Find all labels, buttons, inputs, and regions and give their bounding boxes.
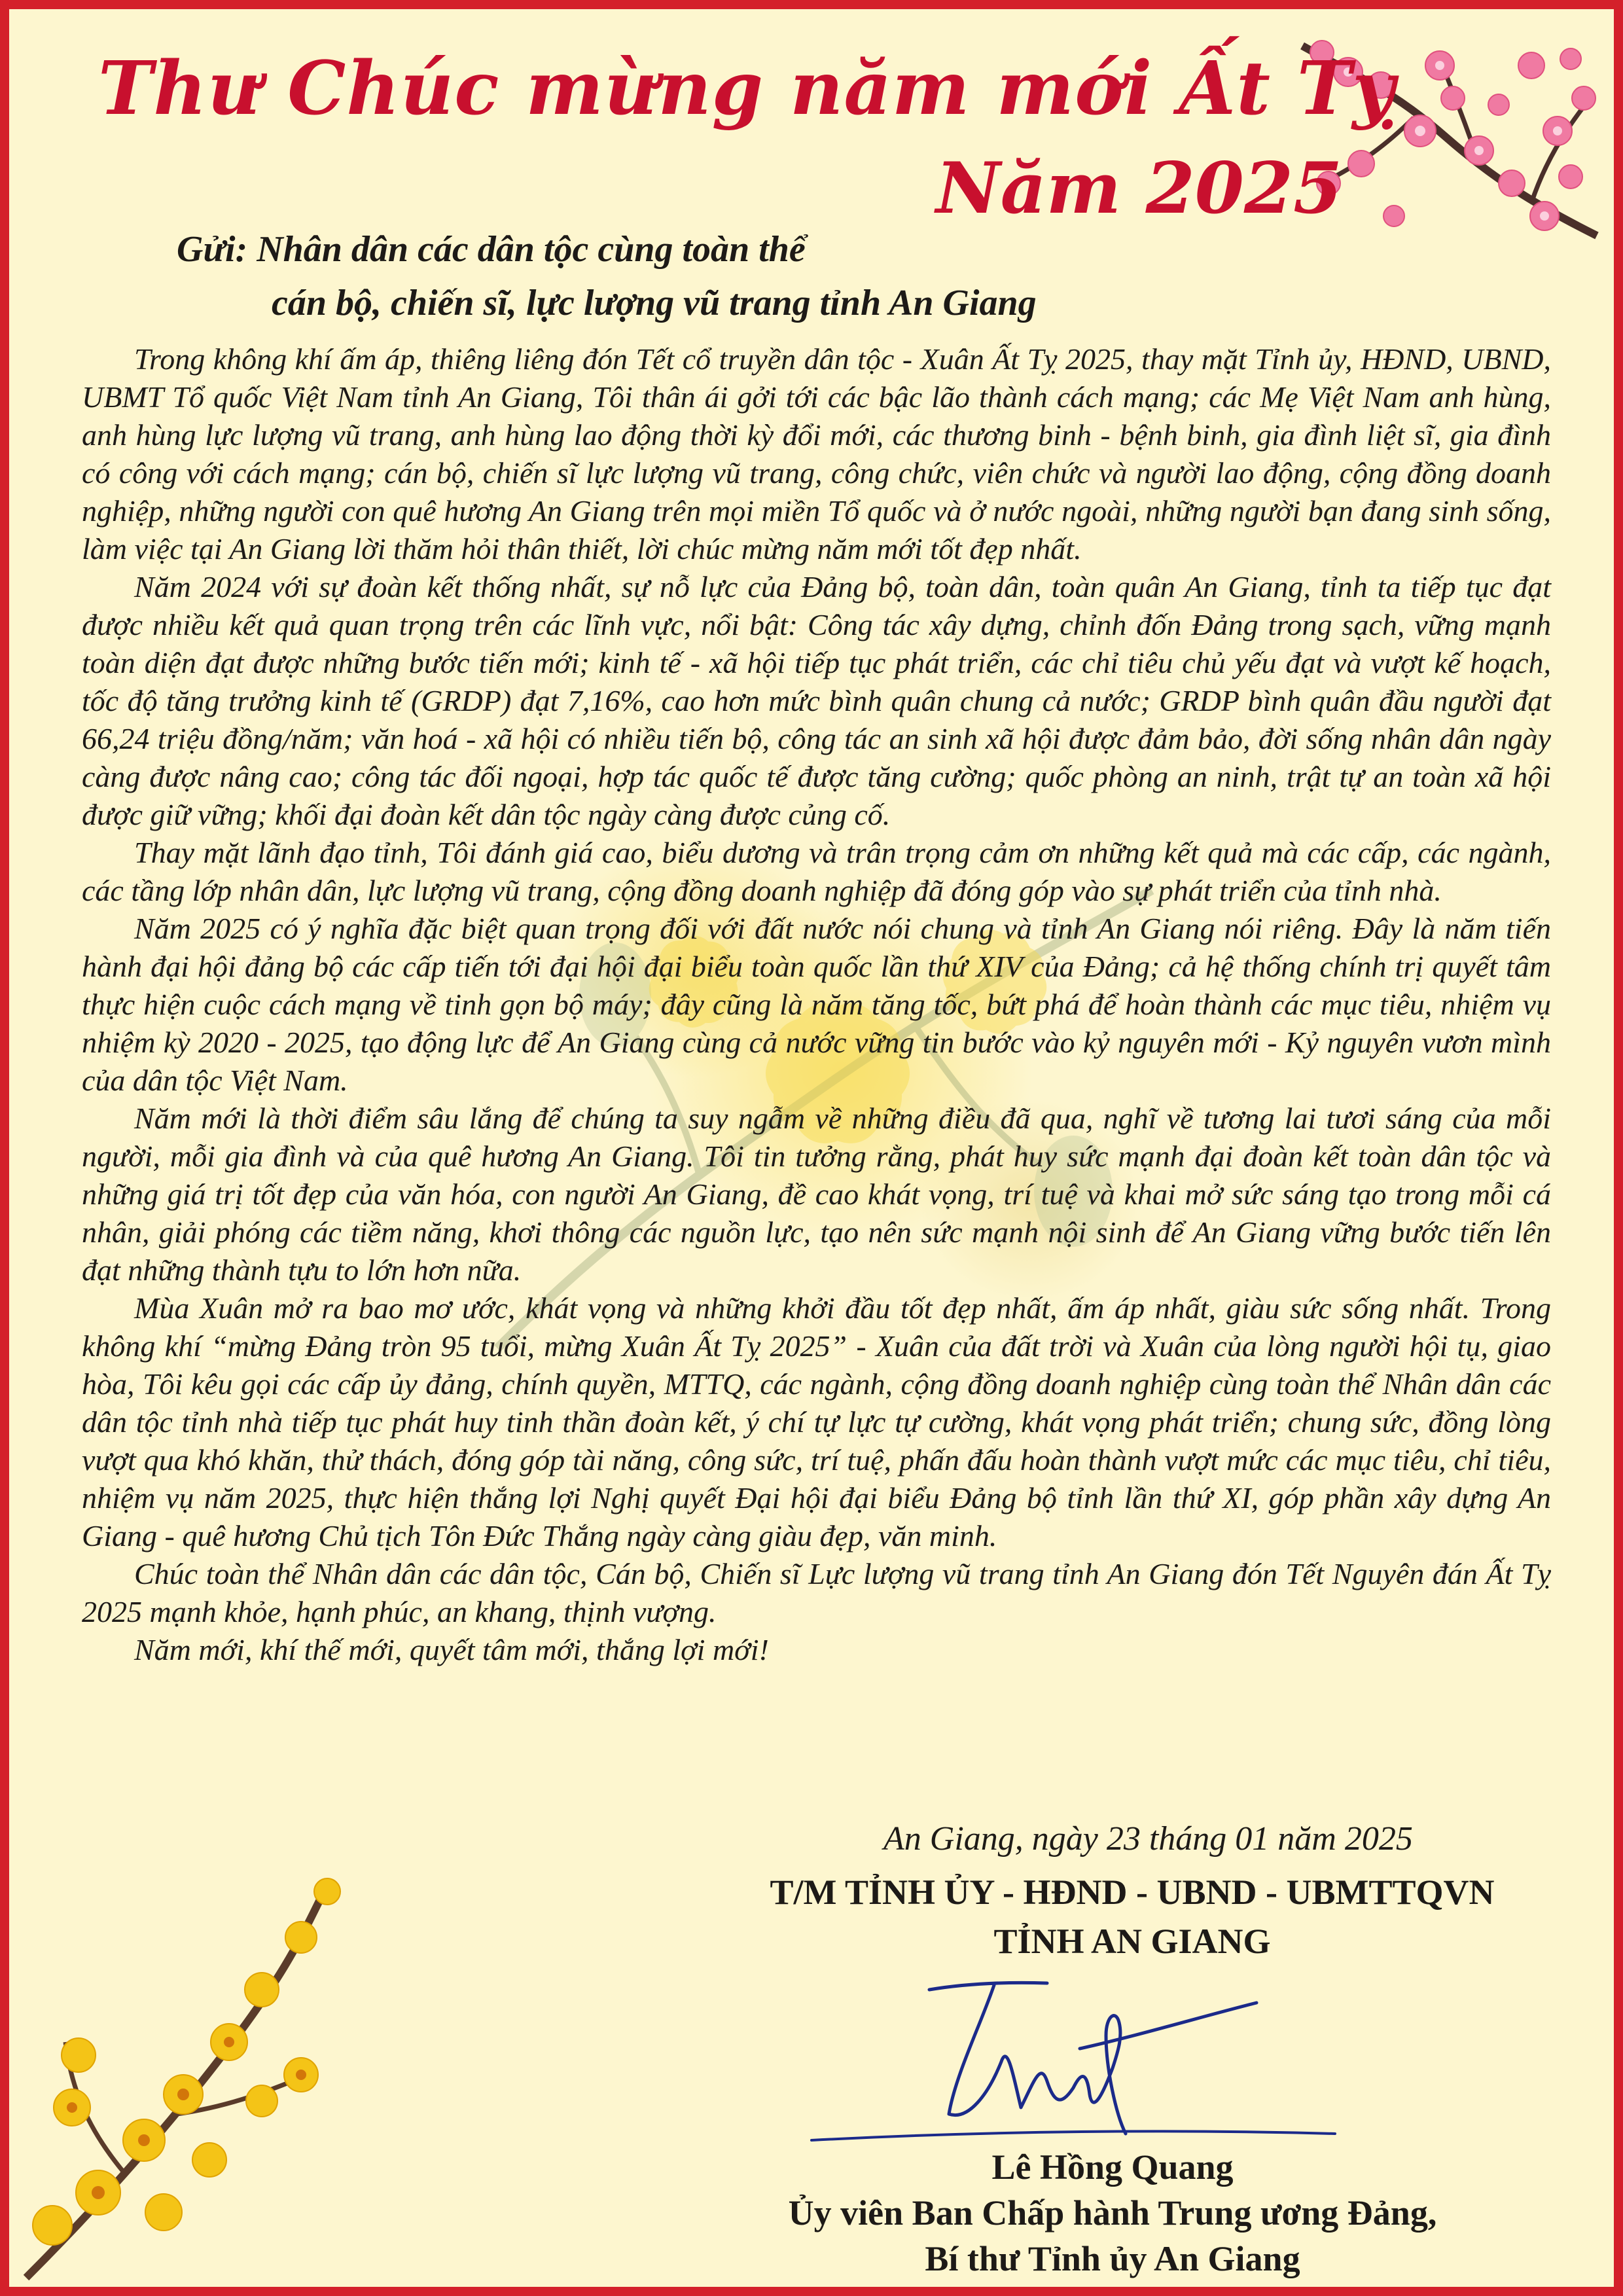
- date-line: An Giang, ngày 23 tháng 01 năm 2025: [883, 1820, 1413, 1857]
- paragraph: Năm 2025 có ý nghĩa đặc biệt quan trọng đối với đất nước nói chung và tỉnh An Giang nói riêng. Đây là năm tiến hành đại hội đảng bộ các cấp tiến tới đại hội đại biểu toàn quốc lần thứ XIV của Đảng; cả hệ thống chính trị quyết tâm thực hiện cuộc cách mạng về tinh gọn bộ máy; đây cũng là năm tăng tốc, bứt phá để hoàn thành các mục tiêu, nhiệm vụ nhiệm kỳ 2020 - 2025, tạo động lực để An Giang cùng cả nước vững tin bước vào kỷ nguyên mới - Kỷ nguyên vươn mình của dân tộc Việt Nam.: [82, 912, 1551, 1097]
- apricot-blossom-branch: [13, 1859, 380, 2284]
- signer-title-2: Bí thư Tỉnh ủy An Giang: [925, 2239, 1300, 2278]
- paragraph: Năm 2024 với sự đoàn kết thống nhất, sự nỗ lực của Đảng bộ, toàn dân, toàn quân An Giang, tỉnh ta tiếp tục đạt được nhiều kết quả quan trọng trên các lĩnh vực, nổi bật: Công tác xây dựng, chỉnh đốn Đảng trong sạch, vững mạnh toàn diện đạt được những bước tiến mới; kinh tế - xã hội tiếp tục phát triển, các chỉ tiêu chủ yếu đạt và vượt kế hoạch, tốc độ tăng trưởng kinh tế (GRDP) đạt 7,16%, cao hơn mức bình quân chung cả nước; GRDP bình quân đầu người đạt 66,24 triệu đồng/năm; văn hoá - xã hội có nhiều tiến bộ, công tác an sinh xã hội được đảm bảo, đời sống nhân dân ngày càng được nâng cao; công tác đối ngoại, hợp tác quốc tế được tăng cường; quốc phòng an ninh, trật tự an toàn xã hội được giữ vững; khối đại đoàn kết dân tộc ngày càng được củng cố.: [82, 570, 1551, 831]
- signer-name: Lê Hồng Quang: [991, 2147, 1234, 2187]
- letter-year-title: Năm 2025: [936, 147, 1343, 230]
- paragraph: Năm mới là thời điểm sâu lắng để chúng ta suy ngẫm về những điều đã qua, nghĩ về tương lai tươi sáng của mỗi người, mỗi gia đình và của quê hương An Giang. Tôi tin tưởng rằng, phát huy sức mạnh đại đoàn kết toàn dân tộc và những giá trị tốt đẹp của văn hóa, con người An Giang, đề cao khát vọng, trí tuệ và khai mở sức sáng tạo trong mỗi cá nhân, giải phóng các tiềm năng, khơi thông các nguồn lực, tạo nên sức mạnh nội sinh để An Giang vững bước tiến lên đạt những thành tựu to lớn hơn nữa.: [82, 1102, 1551, 1287]
- paragraph: Chúc toàn thể Nhân dân các dân tộc, Cán bộ, Chiến sĩ Lực lượng vũ trang tỉnh An Giang đón Tết Nguyên đán Ất Tỵ 2025 mạnh khỏe, hạnh phúc, an khang, thịnh vượng.: [82, 1557, 1551, 1628]
- paragraph: Mùa Xuân mở ra bao mơ ước, khát vọng và những khởi đầu tốt đẹp nhất, ấm áp nhất, giàu sức sống nhất. Trong không khí “mừng Đảng tròn 95 tuổi, mừng Xuân Ất Tỵ 2025” - Xuân của đất trời và Xuân của lòng người hội tụ, giao hòa, Tôi kêu gọi các cấp ủy đảng, chính quyền, MTTQ, các ngành, cộng đồng doanh nghiệp cùng toàn thể Nhân dân các dân tộc tỉnh nhà tiếp tục phát huy tinh thần đoàn kết, ý chí tự lực tự cường, khát vọng phát triển; chung sức, đồng lòng vượt qua khó khăn, thử thách, đóng góp tài năng, công sức, trí tuệ, phấn đấu hoàn thành vượt mức các mục tiêu, chỉ tiêu, nhiệm vụ năm 2025, thực hiện thắng lợi Nghị quyết Đại hội đại biểu Đảng bộ tỉnh lần thứ XI, góp phần xây dựng An Giang - quê hương Chủ tịch Tôn Đức Thắng ngày càng giàu đẹp, văn minh.: [82, 1291, 1551, 1552]
- recipient-line-1: Gửi: Nhân dân các dân tộc cùng toàn thể: [177, 229, 806, 270]
- letter-body: [82, 340, 1551, 1669]
- signer-title-1: Ủy viên Ban Chấp hành Trung ương Đảng,: [788, 2193, 1437, 2233]
- organization-line-2: TỈNH AN GIANG: [993, 1922, 1271, 1961]
- paragraph: Năm mới, khí thế mới, quyết tâm mới, thắng lợi mới!: [134, 1633, 769, 1666]
- recipient-block: [177, 223, 1224, 330]
- letter-title: Thư Chúc mừng năm mới Ất Tỵ: [98, 46, 1396, 132]
- recipient-line-2: cán bộ, chiến sĩ, lực lượng vũ trang tỉnh An Giang: [272, 283, 1037, 323]
- paragraph: Trong không khí ấm áp, thiêng liêng đón Tết cổ truyền dân tộc - Xuân Ất Tỵ 2025, thay mặt Tỉnh ủy, HĐND, UBND, UBMT Tổ quốc Việt Nam tỉnh An Giang, Tôi thân ái gởi tới các bậc lão thành cách mạng; các Mẹ Việt Nam anh hùng, anh hùng lực lượng vũ trang, anh hùng lao động thời kỳ đổi mới, các thương binh - bệnh binh, gia đình liệt sĩ, gia đình có công với cách mạng; cán bộ, chiến sĩ lực lượng vũ trang, công chức, viên chức và người lao động, cộng đồng doanh nghiệp, những người con quê hương An Giang trên mọi miền Tổ quốc và ở nước ngoài, những người bạn đang sinh sống, làm việc tại An Giang lời thăm hỏi thân thiết, lời chúc mừng năm mới tốt đẹp nhất.: [82, 342, 1551, 565]
- paragraph: Thay mặt lãnh đạo tỉnh, Tôi đánh giá cao, biểu dương và trân trọng cảm ơn những kết quả mà các cấp, các ngành, các tầng lớp nhân dân, lực lượng vũ trang, cộng đồng doanh nghiệp đã đóng góp vào sự phát triển của tỉnh nhà.: [82, 836, 1551, 907]
- signature: [798, 1964, 1348, 2160]
- organization-line-1: T/M TỈNH ỦY - HĐND - UBND - UBMTTQVN: [770, 1873, 1495, 1912]
